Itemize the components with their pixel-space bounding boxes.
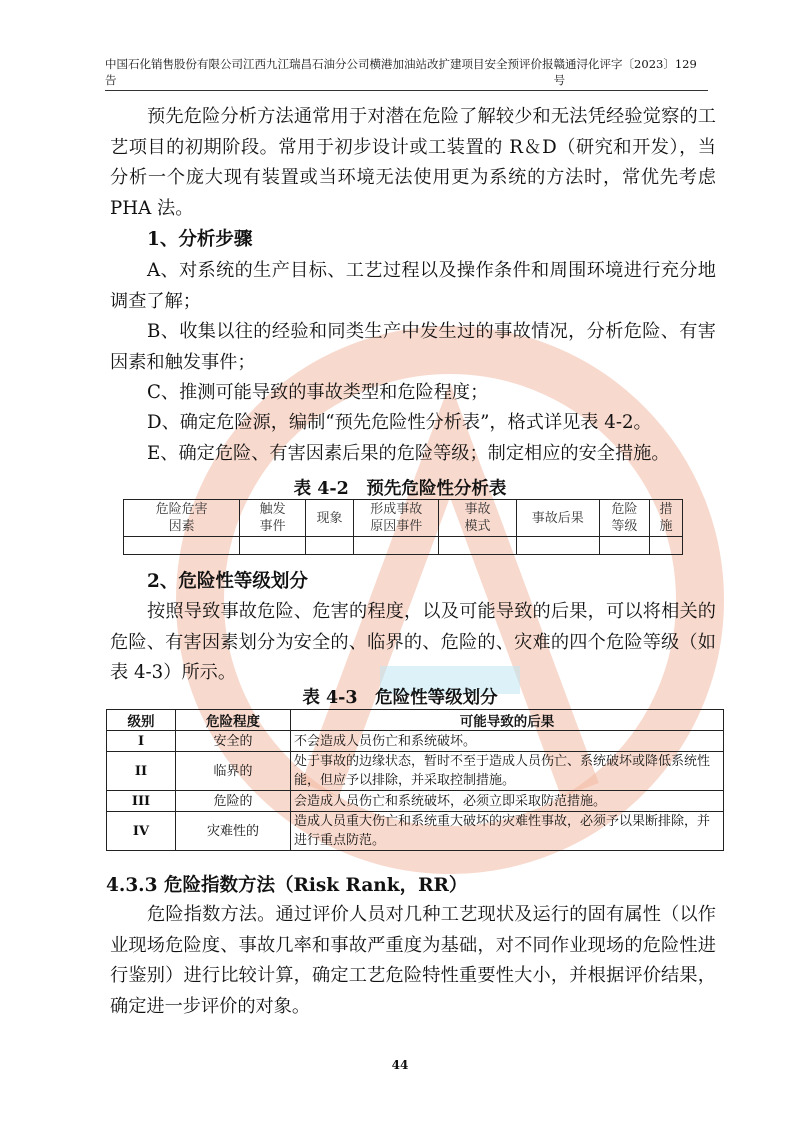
- header-divider: [105, 90, 708, 91]
- table42-header-cell: 事故 模式: [439, 500, 516, 537]
- level-cell: III: [107, 791, 176, 812]
- step-d: D、确定危险源，编制“预先危险性分析表”，格式详见表 4-2。: [147, 412, 652, 433]
- preliminary-hazard-analysis-table: [123, 499, 686, 555]
- header-report-title: 中国石化销售股份有限公司江西九江瑞昌石油分公司横港加油站改扩建项目安全预评价报告: [105, 57, 554, 87]
- step-b: B、收集以往的经验和同类生产中发生过的事故情况，分析危险、有害因素和触发事件；: [110, 321, 716, 373]
- degree-cell: 灾难性的: [176, 812, 291, 851]
- step-a: A、对系统的生产目标、工艺过程以及操作条件和周围环境进行充分地调查了解；: [110, 260, 716, 312]
- consequence-cell: 会造成人员伤亡和系统破坏，必须立即采取防范措施。: [291, 791, 724, 812]
- level-cell: I: [107, 731, 176, 752]
- subsection-heading: 4.3.3 危险指数方法（Risk Rank，RR）: [106, 875, 468, 896]
- degree-cell: 安全的: [176, 731, 291, 752]
- consequence-cell: 处于事故的边缘状态，暂时不至于造成人员伤亡、系统破坏或降低系统性能，但应予以排除，并采取控制措施。: [291, 752, 724, 791]
- table43-header-row: [107, 710, 724, 731]
- table43-caption: 表 4-3 危险性等级划分: [302, 688, 498, 708]
- intro-paragraph: 预先危险分析方法通常用于对潜在危险了解较少和无法凭经验觉察的工艺项目的初期阶段。常用于初步设计或工装置的 R＆D（研究和开发），当分析一个庞大现有装置或当环境无法使用更为系统的方法时，常优先考虑 PHA 法。: [110, 106, 716, 219]
- table42-header-cell: 事故后果: [516, 500, 599, 537]
- table42-empty-row: [124, 537, 683, 555]
- step-e: E、确定危险、有害因素后果的危险等级；制定相应的安全措施。: [147, 443, 670, 464]
- consequence-cell: 不会造成人员伤亡和系统破坏。: [291, 731, 724, 752]
- hazard-level-table: [106, 709, 724, 851]
- table43-header-consequence: 可能导致的后果: [291, 710, 724, 731]
- degree-cell: 临界的: [176, 752, 291, 791]
- step-c: C、推测可能导致的事故类型和危险程度；: [147, 382, 489, 403]
- header-document-number: 赣通浔化评字〔2023〕129 号: [553, 57, 697, 87]
- table42-header-cell: 现象: [305, 500, 353, 537]
- table42-header-row: [124, 500, 683, 537]
- level-cell: IV: [107, 812, 176, 851]
- subsection-paragraph: 危险指数方法。通过评价人员对几种工艺现状及运行的固有属性（以作业现场危险度、事故几率和事故严重度为基础，对不同作业现场的危险性进行鉴别）进行比较计算，确定工艺危险特性重要性大小，并根据评价结果，确定进一步评价的对象。: [110, 904, 716, 1017]
- table42-header-cell: 危险危害 因素: [124, 500, 240, 537]
- table42-header-cell: 触发 事件: [240, 500, 306, 537]
- page-header: [105, 57, 708, 88]
- table43-header-level: 级别: [107, 710, 176, 731]
- table42-header-cell: 措 施: [649, 500, 682, 537]
- section1-heading: 1、分析步骤: [147, 229, 253, 250]
- page-number: 44: [391, 1058, 409, 1072]
- table42-header-cell: 形成事故 原因事件: [354, 500, 439, 537]
- table-row: [107, 812, 724, 851]
- level-cell: II: [107, 752, 176, 791]
- table-row: [107, 791, 724, 812]
- section2-paragraph: 按照导致事故危险、危害的程度，以及可能导致的后果，可以将相关的危险、有害因素划分为安全的、临界的、危险的、灾难的四个危险等级（如表 4-3）所示。: [110, 601, 716, 683]
- degree-cell: 危险的: [176, 791, 291, 812]
- table43-header-degree: 危险程度: [176, 710, 291, 731]
- table-row: [107, 752, 724, 791]
- table42-caption: 表 4-2 预先危险性分析表: [293, 479, 507, 499]
- table42-header-cell: 危险 等级: [599, 500, 649, 537]
- section2-heading: 2、危险性等级划分: [147, 571, 308, 592]
- table-row: [107, 731, 724, 752]
- consequence-cell: 造成人员重大伤亡和系统重大破坏的灾难性事故，必须予以果断排除，并进行重点防范。: [291, 812, 724, 851]
